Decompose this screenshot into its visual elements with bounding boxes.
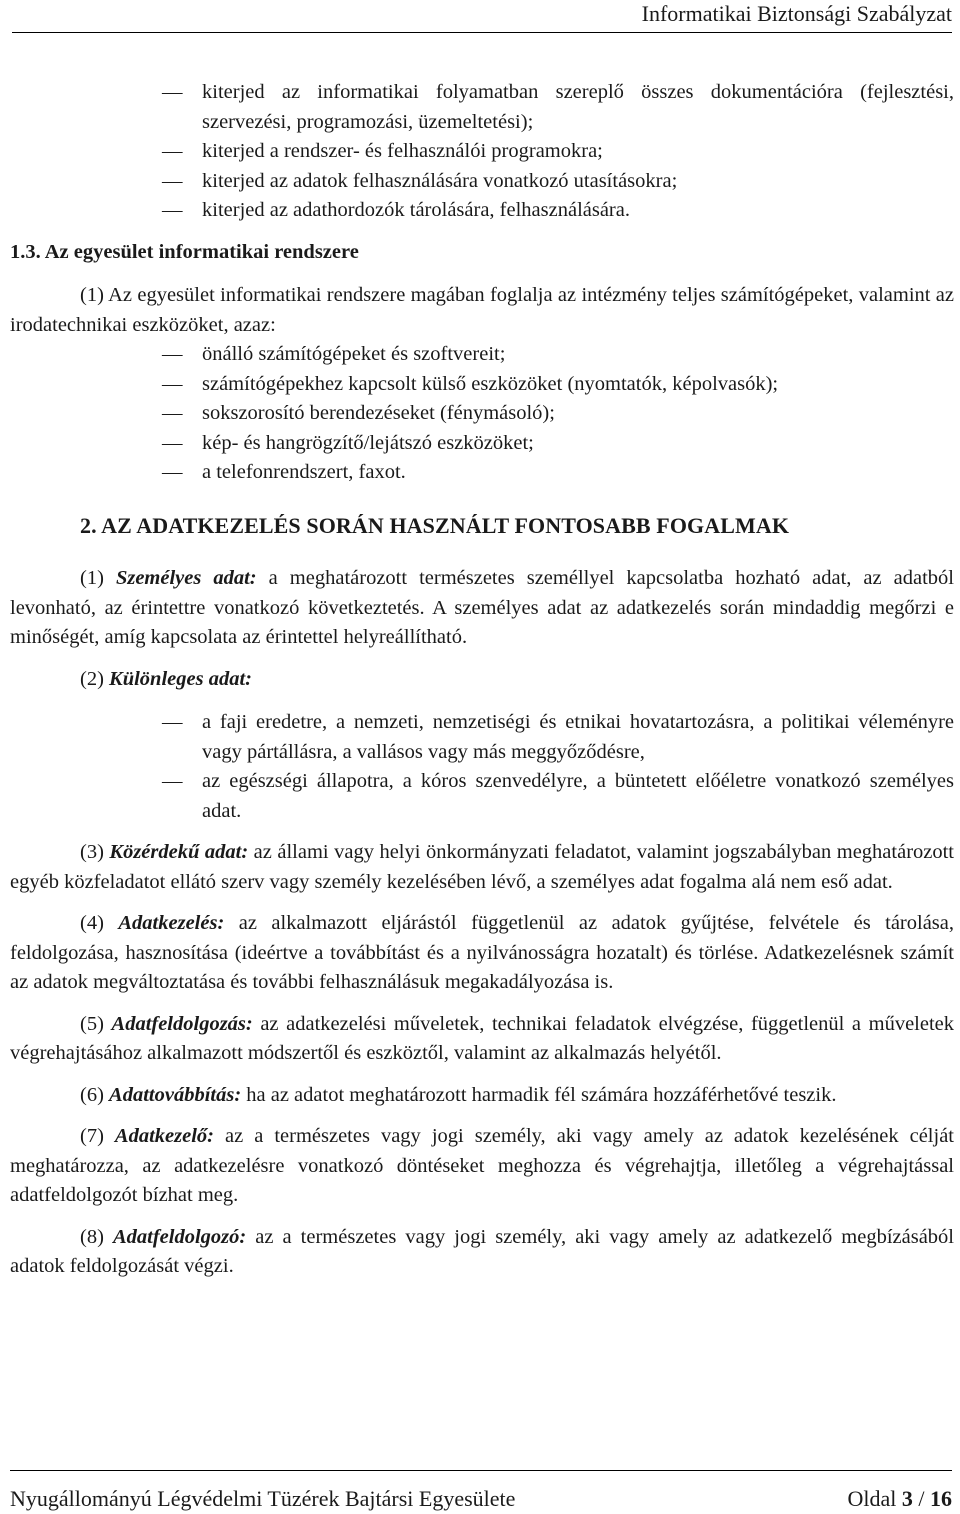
dash-bullet-icon xyxy=(162,196,183,226)
list-item: — kiterjed az informatikai folyamatban szereplő összes dokumentációra (fejlesztési, szervezési, programozási, üzemeltetési); xyxy=(10,78,954,137)
definition-paragraph: (1) Személyes adat: a meghatározott természetes személlyel kapcsolatba hozható adat, az adatból levonható, az érintettre vonatkozó következtetés. A személyes adat az adatkezelés során mindaddig megőrzi e minőségét, amíg kapcsolata az érintettel helyreállítható. xyxy=(10,567,954,648)
list-item: — a faji eredetre, a nemzeti, nemzetiségi és etnikai hovatartozásra, a politikai véleményre vagy pártállásra, a vallásos vagy más meggyőződésre, xyxy=(10,708,954,767)
dash-bullet-icon xyxy=(162,458,183,488)
page-header xyxy=(12,0,952,33)
definition-term: Adattovábbítás: xyxy=(109,1083,242,1106)
section-heading-1-3: 1.3. Az egyesület informatikai rendszere xyxy=(10,240,359,263)
page-footer xyxy=(10,1470,952,1513)
definition-term: Adatkezelő: xyxy=(114,1125,214,1147)
dash-bullet-icon xyxy=(162,78,183,108)
definition-term: Közérdekű adat: xyxy=(109,841,249,863)
dash-bullet-icon xyxy=(162,167,183,197)
definition-term: Adatfeldolgozás: xyxy=(111,1012,253,1035)
definition-paragraph: (3) Közérdekű adat: az állami vagy helyi önkormányzati feladatot, valamint jogszabályban meghatározott egyéb közfeladatot ellátó szerv vagy személy kezelésében lévő, a személyes adat fogalma alá nem eső adat. xyxy=(10,841,955,893)
list-item: — a telefonrendszert, faxot. xyxy=(10,458,954,488)
list-item: — az egészségi állapotra, a kóros szenvedélyre, a büntetett előéletre vonatkozó személyes adat. xyxy=(10,767,954,826)
section-heading-2: 2. AZ ADATKEZELÉS SORÁN HASZNÁLT FONTOSABB FOGALMAK xyxy=(80,512,790,538)
dash-bullet-icon xyxy=(162,370,183,400)
definition-paragraph: (5) Adatfeldolgozás: az adatkezelési műveletek, technikai feladatok elvégzése, függetlenül a műveletek végrehajtásához alkalmazott módszertől és eszköztől, valamint az alkalmazás helyétől. xyxy=(10,1012,955,1064)
page-content xyxy=(10,78,954,1294)
definition-term: Személyes adat: xyxy=(115,567,257,589)
list-item: — sokszorosító berendezéseket (fénymásoló); xyxy=(10,399,954,429)
list-item: — kiterjed az adathordozók tárolására, felhasználására. xyxy=(10,196,954,226)
dash-bullet-icon xyxy=(162,137,183,167)
dash-bullet-icon xyxy=(162,767,183,797)
definition-paragraph: (2) Különleges adat: xyxy=(80,667,252,690)
definition-paragraph: (8) Adatfeldolgozó: az a természetes vagy jogi személy, aki vagy amely az adatkezelő megbízásából adatok feldolgozását végzi. xyxy=(10,1225,955,1277)
definition-term: Adatfeldolgozó: xyxy=(112,1225,247,1248)
definition-paragraph: (6) Adattovábbítás: ha az adatot meghatározott harmadik fél számára hozzáférhetővé teszik. xyxy=(80,1083,837,1106)
header-title: Informatikai Biztonsági Szabályzat xyxy=(641,1,952,26)
dash-bullet-icon xyxy=(162,340,183,370)
dash-bullet-icon xyxy=(162,429,183,459)
definition-term: Adatkezelés: xyxy=(118,912,225,934)
definition-paragraph: (4) Adatkezelés: az alkalmazott eljárástól függetlenül az adatok gyűjtése, felvétele és tárolása, feldolgozása, hasznosítása (ideértve a továbbítást és a nyilvánosságra hozatalt) és törlése. Adatkezelésnek számít az adatok megváltoztatása és további felhasználásuk megakadályozása is. xyxy=(10,912,954,993)
list-item: — kép- és hangrögzítő/lejátszó eszközöket; xyxy=(10,429,954,459)
list-item: — kiterjed az adatok felhasználására vonatkozó utasításokra; xyxy=(10,167,954,197)
definition-paragraph: (7) Adatkezelő: az a természetes vagy jogi személy, aki vagy amely az adatok kezelésének célját meghatározza, az adatkezelésre vonatkozó döntéseket meghozza és végrehajtja, illetőleg a végrehajtással adatfeldolgozót bízhat meg. xyxy=(10,1125,954,1206)
list-item: — számítógépekhez kapcsolt külső eszközöket (nyomtatók, képolvasók); xyxy=(10,370,954,400)
list-item: — kiterjed a rendszer- és felhasználói programokra; xyxy=(10,137,954,167)
list-item: — önálló számítógépeket és szoftvereit; xyxy=(10,340,954,370)
dash-bullet-icon xyxy=(162,399,183,429)
paragraph: (1) Az egyesület informatikai rendszere magában foglalja az intézmény teljes számítógépeket, valamint az irodatechnikai eszközöket, azaz: xyxy=(10,284,954,336)
footer-organization: Nyugállományú Légvédelmi Tüzérek Bajtársi Egyesülete xyxy=(10,1486,516,1511)
definition-term: Különleges adat: xyxy=(109,667,252,690)
page-number: Oldal 3 / 16 xyxy=(847,1486,952,1511)
dash-bullet-icon xyxy=(162,708,183,738)
